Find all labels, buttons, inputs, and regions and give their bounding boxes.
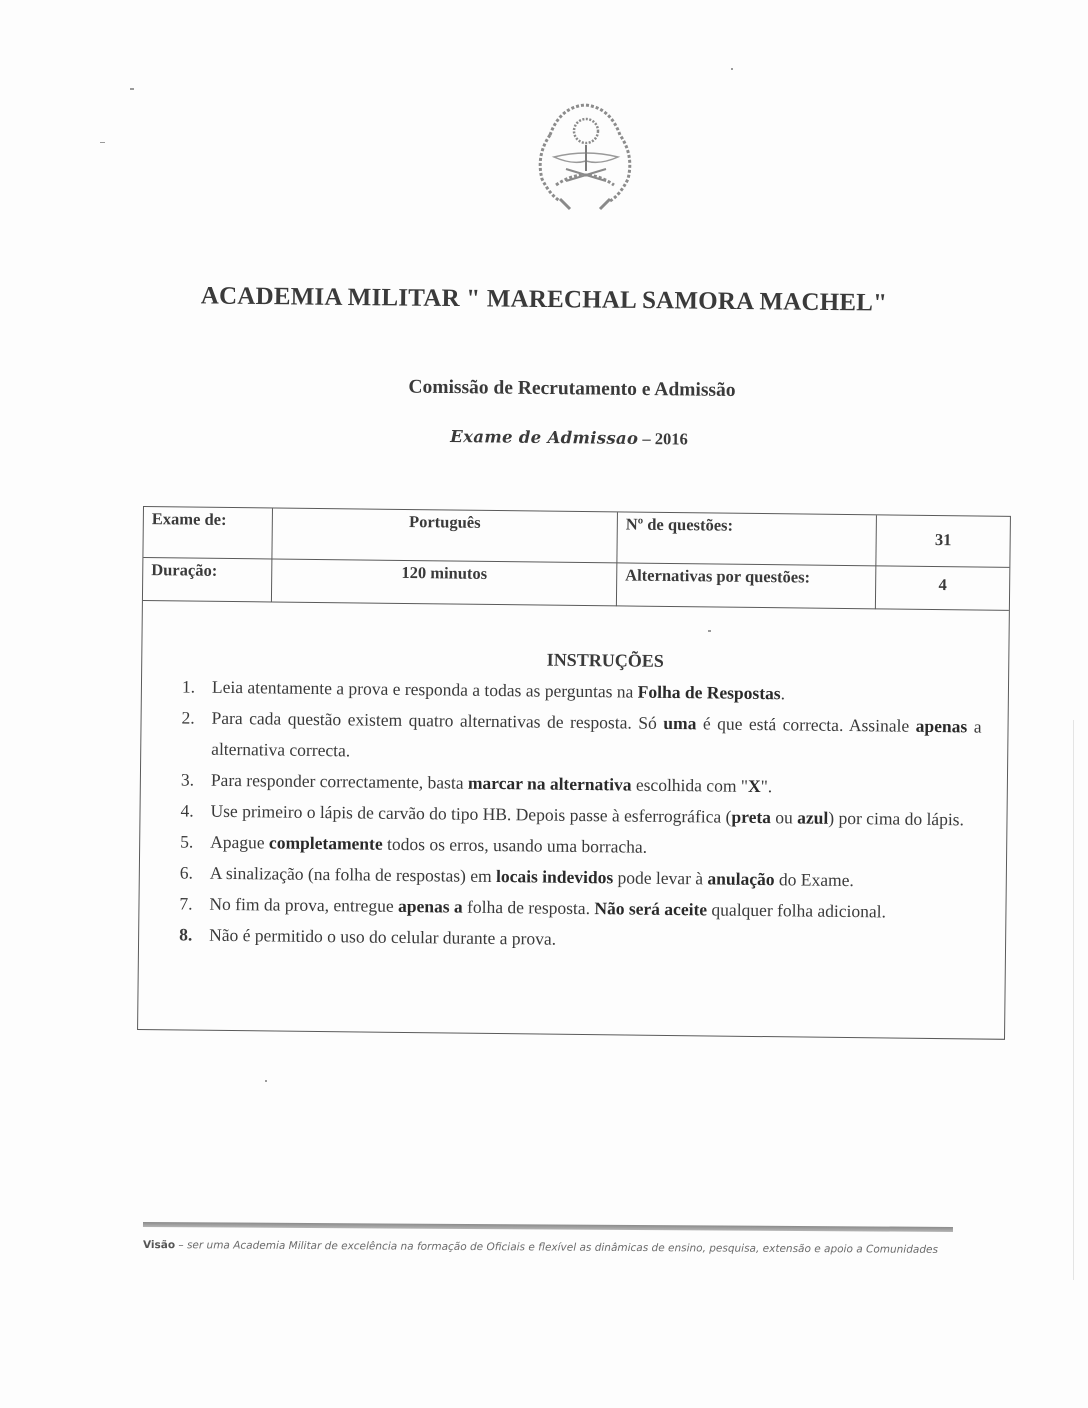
- instruction-emphasis: X: [747, 775, 761, 797]
- commission-subtitle: Comissão de Recrutamento e Admissão: [408, 376, 736, 402]
- instruction-text: é que está correcta. Assinale: [696, 713, 916, 736]
- instruction-text: ou: [770, 807, 798, 828]
- academy-crest-icon: [530, 95, 640, 215]
- instruction-text: Para responder correctamente, basta: [210, 769, 469, 793]
- instruction-item: [181, 702, 982, 773]
- exam-heading: [0, 422, 1088, 453]
- exam-info-table: [143, 507, 1010, 611]
- question-count-label: Nº de questões:: [617, 512, 877, 565]
- instruction-emphasis: uma: [663, 712, 697, 734]
- exam-year: – 2016: [638, 428, 688, 449]
- exam-subject-label: Exame de:: [143, 507, 272, 559]
- alternatives-label: Alternativas por questões:: [616, 563, 875, 609]
- instruction-text: ) por cima do lápis.: [828, 807, 965, 830]
- table-row: [143, 558, 1009, 611]
- instruction-number: 6.: [179, 862, 194, 883]
- instruction-number: 5.: [180, 831, 194, 852]
- instruction-number: 3.: [180, 769, 195, 790]
- instruction-text: Leia atentamente a prova e responda a todas as perguntas na: [211, 676, 638, 702]
- instruction-emphasis: Não será aceite: [594, 898, 708, 920]
- exam-info-box: [137, 506, 1011, 1040]
- instruction-number: 1.: [181, 676, 196, 697]
- duration-label: Duração:: [143, 558, 272, 602]
- instruction-emphasis: apenas a: [397, 895, 463, 917]
- footer-vision-lead: Visão: [142, 1239, 176, 1252]
- instruction-text: .: [780, 683, 786, 704]
- instruction-text: Não é permitido o uso do celular durante a prova.: [209, 924, 557, 949]
- instruction-text: Apague: [210, 831, 270, 853]
- scan-speck: [100, 142, 105, 143]
- exam-subject-value: Português: [272, 508, 618, 562]
- instruction-text: escolhida com ": [631, 774, 749, 796]
- instruction-text: pode levar à: [613, 867, 708, 889]
- exam-heading-gothic: Exame de Admissao: [450, 427, 639, 448]
- instruction-text: ".: [760, 776, 773, 797]
- question-count-value: 31: [876, 515, 1010, 567]
- instruction-text: do Exame.: [774, 869, 854, 891]
- instruction-emphasis: preta: [731, 806, 772, 828]
- instruction-text: Para cada questão existem quatro alternativas de resposta. Só: [211, 707, 664, 733]
- instruction-text: folha de resposta.: [462, 896, 595, 919]
- instruction-emphasis: marcar na alternativa: [467, 772, 632, 795]
- instruction-text: A sinalização (na folha de respostas) em: [209, 862, 497, 887]
- instruction-number: 8.: [179, 924, 193, 945]
- instruction-emphasis: apenas: [915, 715, 968, 737]
- instruction-number: 4.: [180, 800, 194, 821]
- instructions-list: [179, 671, 982, 959]
- duration-value: 120 minutos: [271, 559, 616, 606]
- alternatives-value: 4: [875, 566, 1009, 610]
- instruction-text: qualquer folha adicional.: [707, 899, 887, 922]
- instruction-text: todos os erros, usando uma borracha.: [382, 833, 648, 857]
- scan-speck: [265, 1080, 267, 1082]
- instruction-emphasis: Folha de Respostas: [637, 681, 781, 704]
- footer-vision-text: – ser uma Academia Militar de excelência na formação de Oficiais e flexível as dinâmicas de ensino, pesquisa, extensão e apoio a Comunidades: [175, 1239, 938, 1256]
- instruction-text: No fim da prova, entregue: [209, 893, 399, 916]
- instruction-text: a alternativa correcta.: [211, 716, 982, 761]
- footer-vision-statement: [143, 1239, 943, 1256]
- scan-edge: [1073, 720, 1074, 1280]
- instruction-emphasis: completamente: [268, 832, 383, 854]
- scan-speck: [130, 88, 134, 90]
- footer-divider: [143, 1222, 953, 1232]
- instruction-number: 2.: [181, 707, 195, 728]
- instruction-emphasis: locais indevidos: [495, 866, 614, 888]
- institution-title: ACADEMIA MILITAR " MARECHAL SAMORA MACHEL": [200, 282, 888, 317]
- instruction-number: 7.: [179, 893, 193, 914]
- instruction-emphasis: azul: [797, 807, 829, 828]
- scan-speck: [731, 68, 733, 70]
- instruction-emphasis: anulação: [707, 868, 775, 890]
- instruction-text: Use primeiro o lápis de carvão do tipo HB. Depois passe à esferrográfica (: [210, 800, 732, 827]
- instructions-title: INSTRUÇÕES: [546, 649, 664, 671]
